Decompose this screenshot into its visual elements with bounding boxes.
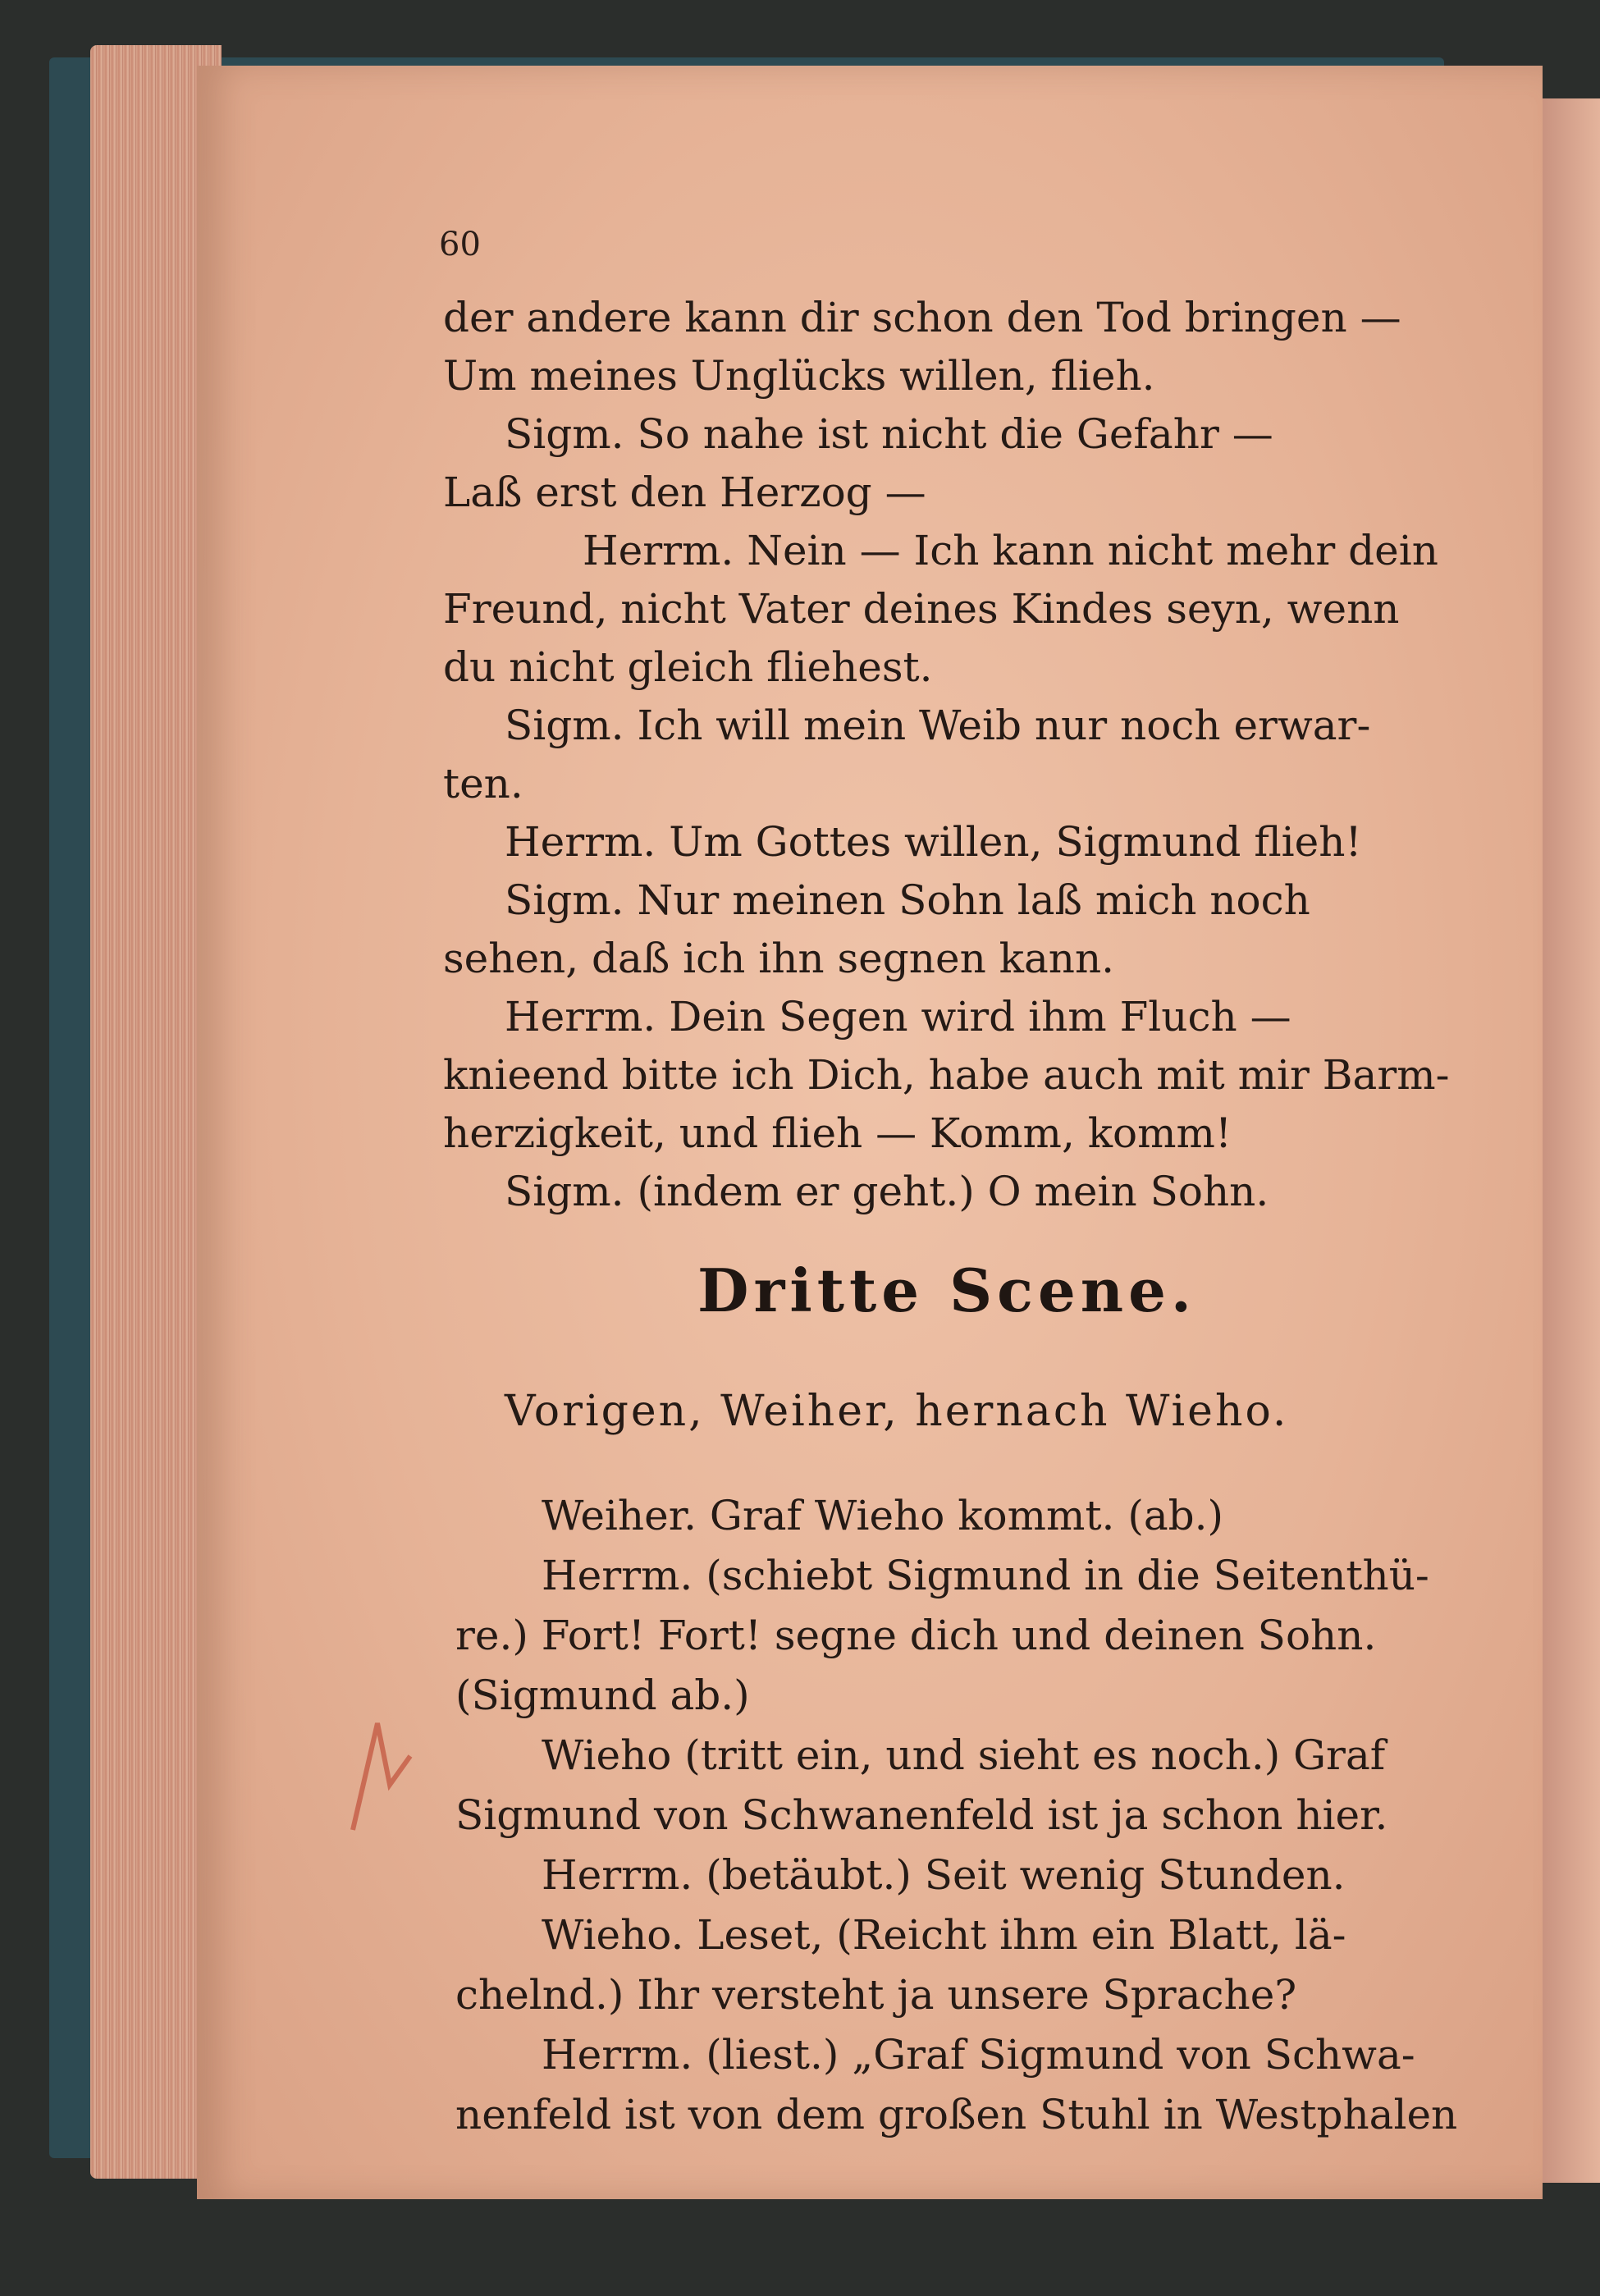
text-line: Sigm. Nur meinen Sohn laß mich noch xyxy=(505,876,1310,924)
text-line: Sigmund von Schwanenfeld ist ja schon hier. xyxy=(455,1791,1388,1839)
text-line: ten. xyxy=(443,760,523,807)
page-number: 60 xyxy=(439,226,481,263)
text-line: Weiher. Graf Wieho kommt. (ab.) xyxy=(542,1492,1224,1539)
pencil-mark xyxy=(345,1707,418,1846)
text-line: Laß erst den Herzog — xyxy=(443,469,926,516)
text-line: Sigm. So nahe ist nicht die Gefahr — xyxy=(505,410,1273,458)
text-line: Herrm. (schiebt Sigmund in die Seitenthü- xyxy=(542,1552,1429,1599)
text-line: re.) Fort! Fort! segne dich und deinen Sohn. xyxy=(455,1612,1377,1659)
text-line: knieend bitte ich Dich, habe auch mit mir Barm- xyxy=(443,1051,1450,1099)
text-line: Wieho (tritt ein, und sieht es noch.) Graf xyxy=(542,1731,1386,1779)
text-line: Herrm. Um Gottes willen, Sigmund flieh! xyxy=(505,818,1362,866)
text-line: Herrm. (betäubt.) Seit wenig Stunden. xyxy=(542,1851,1346,1899)
text-line: Um meines Unglücks willen, flieh. xyxy=(443,352,1155,400)
text-line: Herrm. Dein Segen wird ihm Fluch — xyxy=(505,993,1291,1041)
text-line: Sigm. (indem er geht.) O mein Sohn. xyxy=(505,1168,1269,1215)
text-line: chelnd.) Ihr versteht ja unsere Sprache? xyxy=(455,1971,1297,2019)
text-line: herzigkeit, und flieh — Komm, komm! xyxy=(443,1109,1232,1157)
text-line: Wieho. Leset, (Reicht ihm ein Blatt, lä- xyxy=(542,1911,1346,1959)
text-line: Sigm. Ich will mein Weib nur noch erwar- xyxy=(505,702,1371,749)
next-page-edge xyxy=(1543,98,1600,2183)
scene-heading: Dritte Scene. xyxy=(697,1255,1196,1325)
text-line: nenfeld ist von dem großen Stuhl in Westphalen xyxy=(455,2091,1458,2138)
text-line: der andere kann dir schon den Tod bringen — xyxy=(443,294,1401,341)
text-line: sehen, daß ich ihn segnen kann. xyxy=(443,935,1115,982)
text-line: Herrm. (liest.) „Graf Sigmund von Schwa- xyxy=(542,2031,1415,2079)
text-line: (Sigmund ab.) xyxy=(455,1672,750,1719)
text-line: Freund, nicht Vater deines Kindes seyn, wenn xyxy=(443,585,1400,633)
text-line: du nicht gleich fliehest. xyxy=(443,643,933,691)
text-line: Herrm. Nein — Ich kann nicht mehr dein xyxy=(583,527,1438,574)
cast-line: Vorigen, Weiher, hernach Wieho. xyxy=(505,1387,1289,1436)
